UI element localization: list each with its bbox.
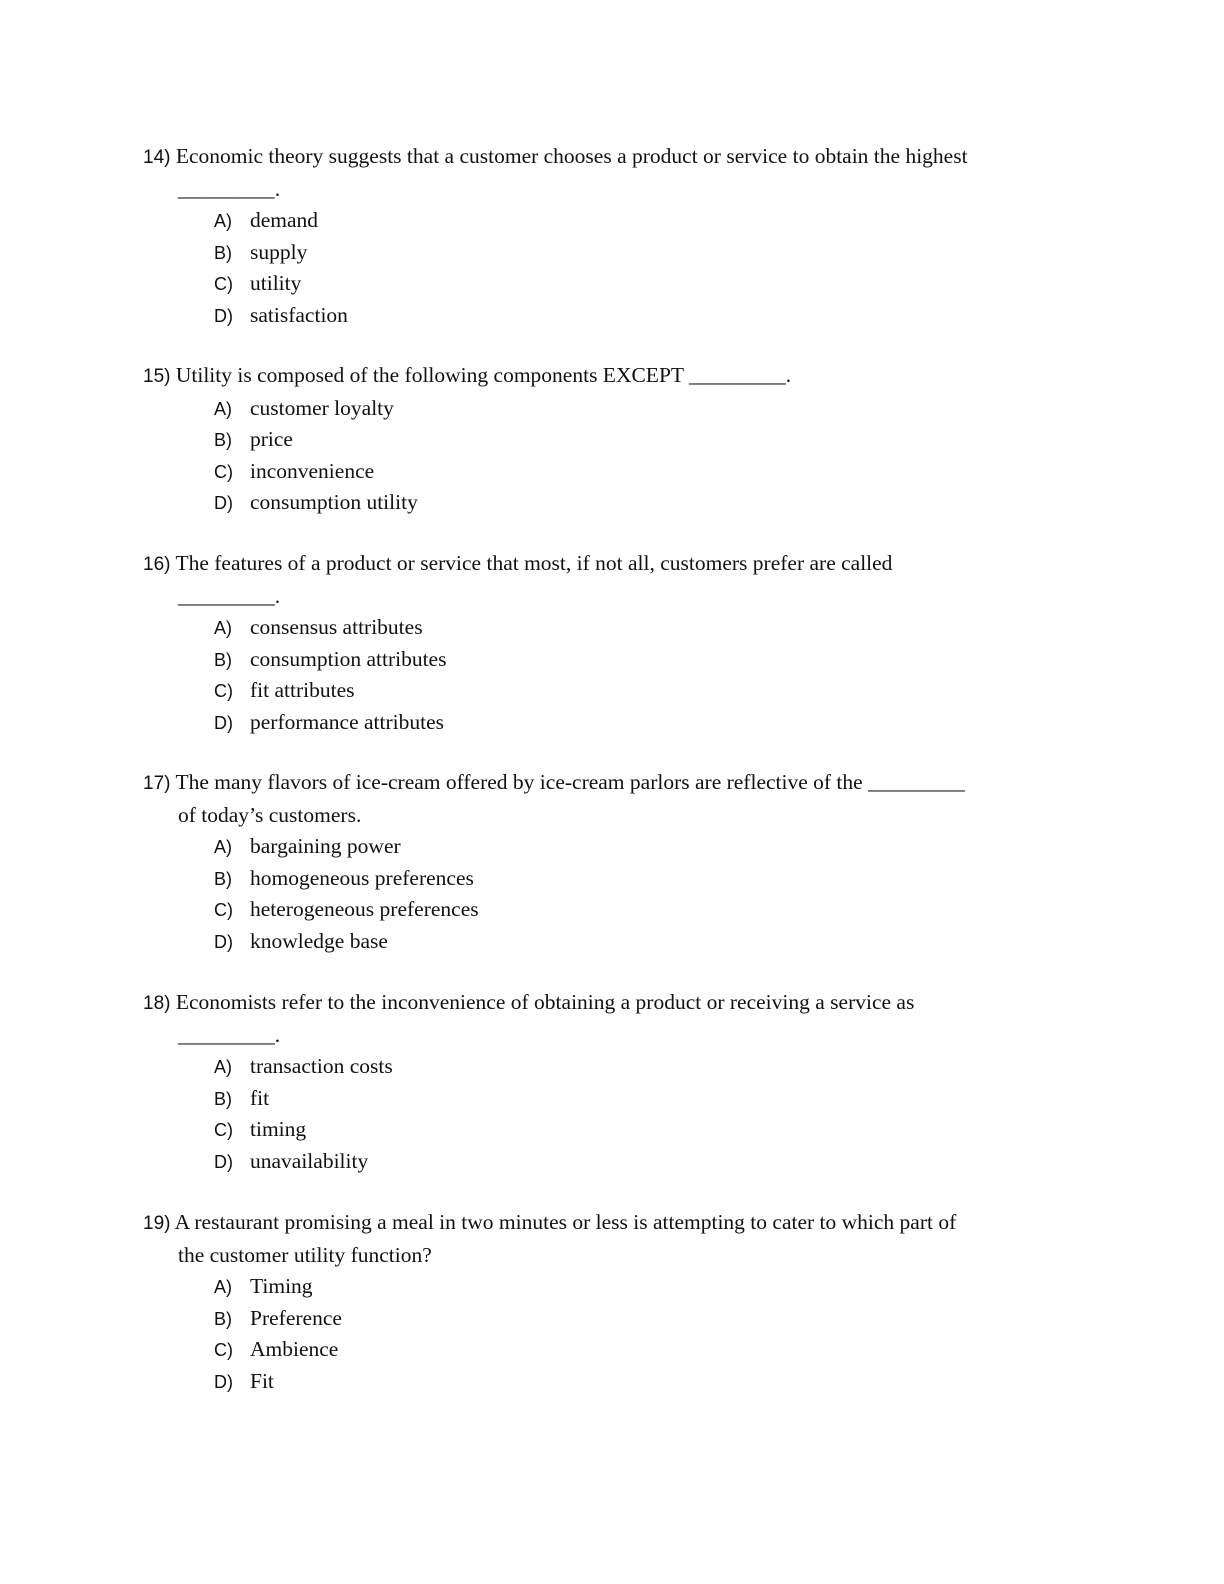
option-letter: B) — [214, 430, 232, 450]
option-b — [143, 863, 1083, 895]
option-letter: A) — [214, 837, 232, 857]
option-letter: A) — [214, 211, 232, 231]
option-c — [143, 456, 1083, 488]
option-letter: D) — [214, 493, 233, 513]
option-letter: B) — [214, 649, 232, 670]
option-letter: B) — [214, 1088, 232, 1109]
option-text: bargaining power — [250, 834, 401, 858]
option-b — [143, 1303, 1083, 1335]
option-a — [143, 205, 1083, 237]
question-number: 14) — [143, 147, 171, 168]
stem-line — [143, 1207, 1083, 1240]
option-d — [143, 926, 1083, 958]
option-text: unavailability — [250, 1148, 369, 1173]
option-d — [143, 487, 1083, 519]
option-b — [143, 644, 1083, 676]
stem-line — [143, 141, 1083, 174]
question-number: 18) — [143, 993, 171, 1014]
option-letter: C) — [214, 274, 233, 294]
option-d — [143, 300, 1083, 332]
options-list — [143, 612, 1083, 738]
stem-line — [143, 767, 1083, 800]
question-16 — [143, 548, 1083, 738]
options-list — [143, 1271, 1083, 1397]
option-text: satisfaction — [250, 302, 348, 327]
option-d — [143, 1146, 1083, 1178]
option-letter: B) — [214, 868, 232, 889]
option-text: Fit — [250, 1368, 274, 1393]
option-letter: C) — [214, 1120, 233, 1140]
option-text: Preference — [250, 1305, 342, 1330]
question-17 — [143, 767, 1083, 957]
option-text: Ambience — [250, 1337, 339, 1361]
option-b — [143, 424, 1083, 456]
option-d — [143, 1366, 1083, 1398]
option-a — [143, 831, 1083, 863]
option-c — [143, 1114, 1083, 1146]
option-text: consumption utility — [250, 490, 418, 514]
option-letter: C) — [214, 900, 233, 920]
option-letter: D) — [214, 712, 233, 733]
stem-line: _________. — [178, 176, 281, 201]
option-a — [143, 393, 1083, 425]
option-text: Timing — [250, 1274, 313, 1298]
question-18 — [143, 987, 1083, 1177]
option-letter: D) — [214, 931, 233, 952]
option-a — [143, 612, 1083, 644]
question-number: 19) — [143, 1213, 171, 1234]
option-a — [143, 1271, 1083, 1303]
stem-line — [143, 360, 1083, 393]
option-a — [143, 1051, 1083, 1083]
stem-line: _________. — [178, 583, 281, 608]
option-b — [143, 1083, 1083, 1115]
stem-text: The many flavors of ice-cream offered by ice-cream parlors are reflective of the _________ — [175, 770, 965, 794]
option-text: consumption attributes — [250, 646, 447, 671]
option-text: homogeneous preferences — [250, 865, 474, 890]
option-text: customer loyalty — [250, 395, 394, 420]
stem-text: Economic theory suggests that a customer chooses a product or service to obtain the highest — [175, 144, 968, 168]
option-text: utility — [250, 271, 302, 295]
question-stem — [143, 767, 1083, 831]
option-letter: A) — [214, 398, 232, 419]
stem-line: _________. — [178, 1022, 281, 1047]
option-text: heterogeneous preferences — [250, 897, 479, 921]
options-list — [143, 1051, 1083, 1177]
stem-line — [143, 987, 1083, 1020]
options-list — [143, 205, 1083, 331]
question-stem — [143, 360, 1083, 393]
option-text: performance attributes — [250, 709, 445, 734]
question-stem — [143, 987, 1083, 1051]
option-text: fit — [250, 1085, 270, 1110]
option-text: consensus attributes — [250, 615, 423, 639]
question-number: 16) — [143, 554, 171, 575]
option-letter: C) — [214, 1340, 233, 1360]
option-letter: B) — [214, 242, 232, 263]
option-text: knowledge base — [250, 928, 388, 953]
stem-line — [143, 548, 1083, 581]
stem-text: The features of a product or service that most, if not all, customers prefer are called — [175, 551, 893, 575]
question-19 — [143, 1207, 1083, 1397]
option-c — [143, 1334, 1083, 1366]
option-text: price — [250, 427, 293, 451]
option-letter: A) — [214, 618, 232, 638]
question-14 — [143, 141, 1083, 331]
stem-line: the customer utility function? — [178, 1242, 432, 1267]
option-text: transaction costs — [250, 1054, 393, 1078]
option-text: fit attributes — [250, 678, 355, 702]
stem-text: A restaurant promising a meal in two minutes or less is attempting to cater to which part of — [174, 1210, 957, 1234]
option-letter: A) — [214, 1057, 232, 1077]
option-text: demand — [250, 208, 319, 232]
question-number: 15) — [143, 366, 171, 387]
option-text: timing — [250, 1117, 307, 1141]
stem-text: Utility is composed of the following components EXCEPT _________. — [175, 363, 792, 387]
option-c — [143, 675, 1083, 707]
options-list — [143, 393, 1083, 519]
option-letter: C) — [214, 681, 233, 701]
question-stem — [143, 548, 1083, 612]
option-letter: A) — [214, 1277, 232, 1297]
option-c — [143, 894, 1083, 926]
option-c — [143, 268, 1083, 300]
stem-text: Economists refer to the inconvenience of obtaining a product or receiving a service as — [175, 990, 915, 1014]
options-list — [143, 831, 1083, 957]
option-letter: B) — [214, 1308, 232, 1329]
stem-line: of today’s customers. — [178, 802, 362, 827]
option-text: supply — [250, 239, 308, 264]
question-number: 17) — [143, 773, 171, 794]
question-stem — [143, 141, 1083, 205]
option-letter: D) — [214, 1151, 233, 1172]
option-letter: D) — [214, 305, 233, 326]
question-stem — [143, 1207, 1083, 1271]
option-letter: C) — [214, 461, 233, 482]
question-15 — [143, 360, 1083, 519]
option-text: inconvenience — [250, 458, 375, 483]
option-b — [143, 237, 1083, 269]
option-letter: D) — [214, 1371, 233, 1392]
option-d — [143, 707, 1083, 739]
